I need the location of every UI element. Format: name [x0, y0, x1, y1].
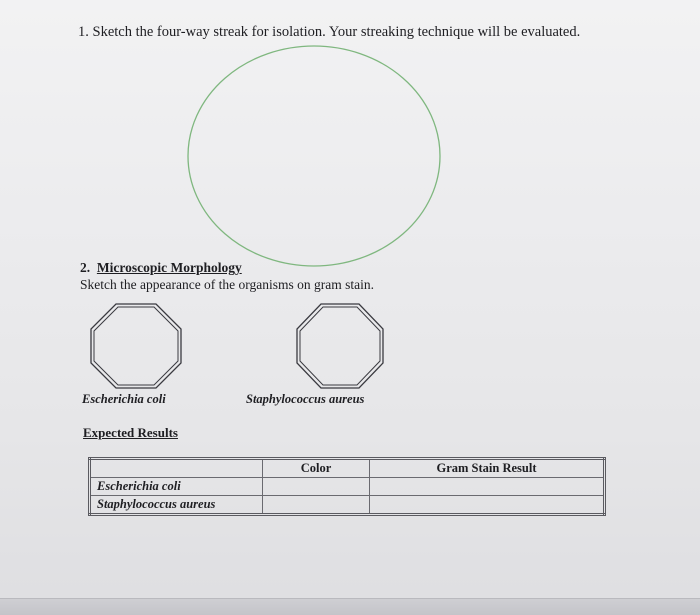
table-row: [90, 478, 605, 496]
page-bottom-edge: [0, 598, 700, 615]
ecoli-sketch-octagon[interactable]: [88, 302, 184, 390]
ecoli-label: Escherichia coli: [82, 392, 166, 406]
expected-results-table: [88, 457, 606, 516]
microscopic-morphology-heading: Microscopic Morphology: [96, 260, 242, 275]
header-blank-cell: [90, 459, 263, 478]
question-2-instruction: Sketch the appearance of the organisms on gram stain.: [80, 277, 375, 292]
expected-results-heading: Expected Results: [83, 425, 178, 440]
staph-sketch-octagon[interactable]: [294, 302, 386, 390]
row-staph-organism: Staphylococcus aureus: [90, 496, 263, 515]
table-header-row: [90, 459, 605, 478]
question-2-heading: [80, 260, 242, 276]
header-color: Color: [263, 459, 370, 478]
question-2-number: 2.: [80, 260, 91, 275]
streak-plate-circle[interactable]: [186, 44, 442, 268]
staph-label: Staphylococcus aureus: [246, 392, 365, 406]
question-1-text: 1. Sketch the four-way streak for isolation. Your streaking technique will be evaluated.: [78, 24, 581, 40]
row-staph-gram-cell[interactable]: [370, 496, 605, 515]
header-gram-stain-result: Gram Stain Result: [370, 459, 605, 478]
row-ecoli-organism: Escherichia coli: [90, 478, 263, 496]
row-ecoli-color-cell[interactable]: [263, 478, 370, 496]
row-ecoli-gram-cell[interactable]: [370, 478, 605, 496]
table-row: [90, 496, 605, 515]
row-staph-color-cell[interactable]: [263, 496, 370, 515]
